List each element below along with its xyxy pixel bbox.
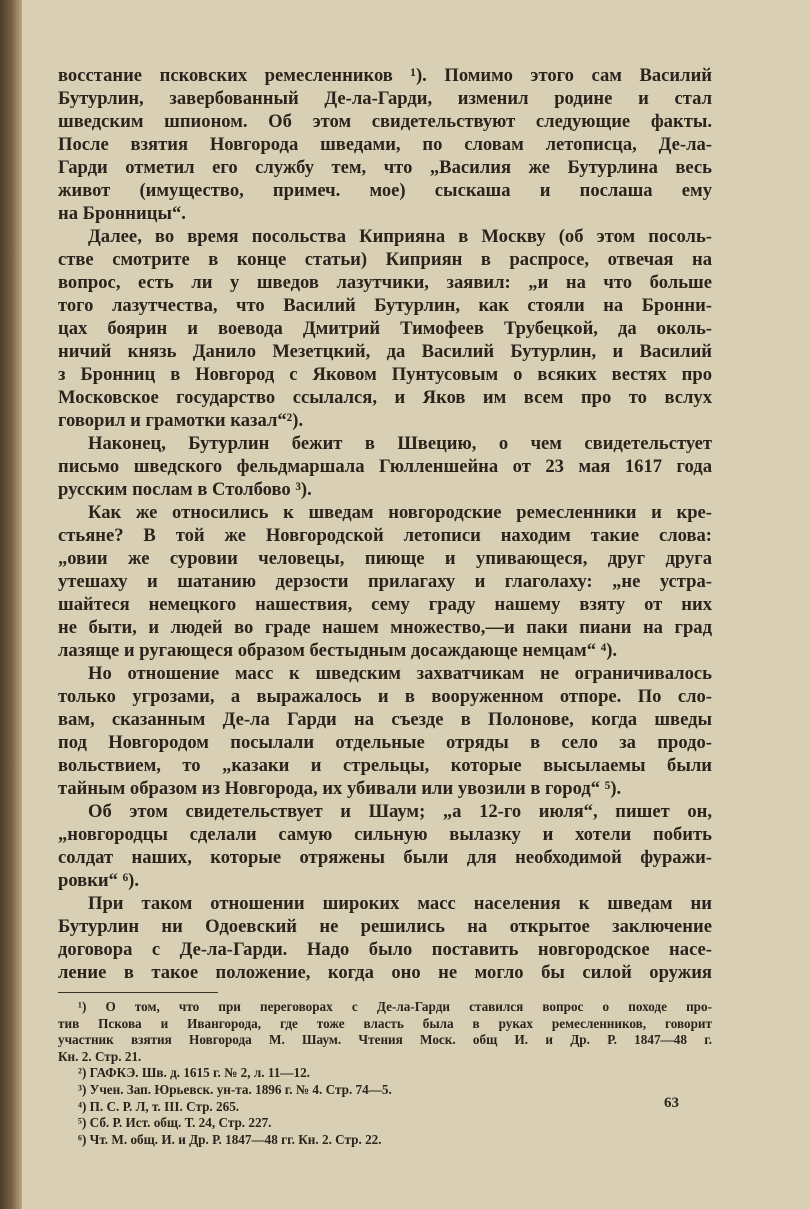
footnote-line: ⁵) Сб. Р. Ист. общ. Т. 24, Стр. 227. [78,1115,272,1131]
body-line: договора с Де-ла-Гарди. Надо было поставить новгородское насе- [58,939,712,960]
footnote-line: Кн. 2. Стр. 21. [58,1048,142,1064]
body-line: Наконец, Бутурлин бежит в Швецию, о чем свидетельстует [88,433,712,454]
body-line: стве смотрите в конце статьи) Киприян в распросе, отвечая на [58,249,712,270]
body-line: вольствием, то „казаки и стрельцы, которые высылаемы были [58,755,712,776]
body-line: Бутурлин, завербованный Де-ла-Гарди, изменил родине и стал [58,88,712,109]
body-line: „новгородцы сделали самую сильную вылазку и хотели побить [58,824,712,845]
body-line: Гарди отметил его службу тем, что „Василия же Бутурлина весь [58,157,712,178]
page-number: 63 [664,1095,679,1111]
body-line: Но отношение масс к шведским захватчикам не ограничивалось [88,663,712,684]
body-line: лазяще и ругающеся образом бестыдным досаждающе немцам“ ⁴). [58,640,618,661]
body-line: только угрозами, а выражалось и в вооруженном отпоре. По сло- [58,686,712,707]
body-line: Московское государство ссылался, и Яков им всем про то вслух [58,387,712,408]
footnotes [58,999,712,1148]
body-line: После взятия Новгорода шведами, по словам летописца, Де-ла- [58,134,712,155]
body-line: под Новгородом посылали отдельные отряды в село за продо- [58,732,712,753]
book-binding-edge [0,0,22,1209]
body-line: вопрос, есть ли у шведов лазутчики, заявил: „и на что больше [58,272,712,293]
footnote-line: ¹) О том, что при переговорах с Де-ла-Гарди ставился вопрос о походе про- [78,999,712,1014]
body-line: на Бронницы“. [58,203,186,224]
body-line: ровки“ ⁶). [58,870,140,891]
body-line: вам, сказанным Де-ла Гарди на съезде в Полонове, когда шведы [58,709,712,730]
body-line: „овии же суровии человецы, пиюще и упивающеся, друг друга [58,548,712,569]
body-line: Далее, во время посольства Киприяна в Москву (об этом посоль- [88,226,712,247]
footnote-line: тив Пскова и Ивангорода, где тоже власть была в руках ремесленников, говорит [58,1015,712,1031]
body-line: утешаху и шатанию дерзости прилагаху и глаголаху: „не устра- [58,571,712,592]
footnote-line: участник взятия Новгорода М. Шаум. Чтения Моск. общ И. и Др. Р. 1847—48 г. [58,1032,712,1048]
footnote-line: ³) Учен. Зап. Юрьевск. ун-та. 1896 г. № 4. Стр. 74—5. [78,1081,392,1097]
body-line: восстание псковских ремесленников ¹). Помимо этого сам Василий [58,65,712,86]
footnote-rule [58,992,218,993]
body-line: письмо шведского фельдмаршала Гюлленшейна от 23 мая 1617 года [58,456,712,477]
body-text [58,64,712,984]
body-line: шайтеся немецкого нашествия, сему граду нашему взяту от них [58,594,712,615]
body-line: живот (имущество, примеч. мое) сыскаша и послаша ему [58,180,712,201]
body-line: говорил и грамотки казал“²). [58,410,304,431]
body-line: При таком отношении широких масс населения к шведам ни [88,893,712,914]
body-line: ление в такое положение, когда оно не могло бы силой оружия [58,962,712,983]
body-line: солдат наших, которые отряжены были для необходимой фуражи- [58,847,712,868]
body-line: Об этом свидетельствует и Шаум; „а 12-го июля“, пишет он, [88,801,712,822]
body-line: русским послам в Столбово ³). [58,479,312,500]
body-line: шведским шпионом. Об этом свидетельствуют следующие факты. [58,111,712,132]
footnote-line: ⁴) П. С. Р. Л, т. III. Стр. 265. [78,1098,240,1114]
body-line: Как же относились к шведам новгородские ремесленники и кре- [88,502,712,523]
body-line: з Бронниц в Новгород с Яковом Пунтусовым о всяких вестях про [58,364,712,385]
body-line: не быти, и людей во граде нашем множество,—и паки пиани на град [58,617,712,638]
body-line: Бутурлин ни Одоевский не решились на открытое заключение [58,916,712,937]
body-line: тайным образом из Новгорода, их убивали или увозили в город“ ⁵). [58,778,622,799]
body-line: того лазутчества, что Василий Бутурлин, как стояли на Бронни- [58,295,712,316]
body-line: стьяне? В той же Новгородской летописи находим такие слова: [58,525,712,546]
footnote-line: ²) ГАФКЭ. Шв. д. 1615 г. № 2, л. 11—12. [78,1065,310,1081]
body-line: ничий князь Данило Мезетцкий, да Василий Бутурлин, и Василий [58,341,712,362]
footnote-line: ⁶) Чт. М. общ. И. и Др. Р. 1847—48 гг. Кн. 2. Стр. 22. [78,1131,382,1147]
body-line: цах боярин и воевода Дмитрий Тимофеев Трубецкой, да околь- [58,318,712,339]
page-content [58,64,712,1148]
